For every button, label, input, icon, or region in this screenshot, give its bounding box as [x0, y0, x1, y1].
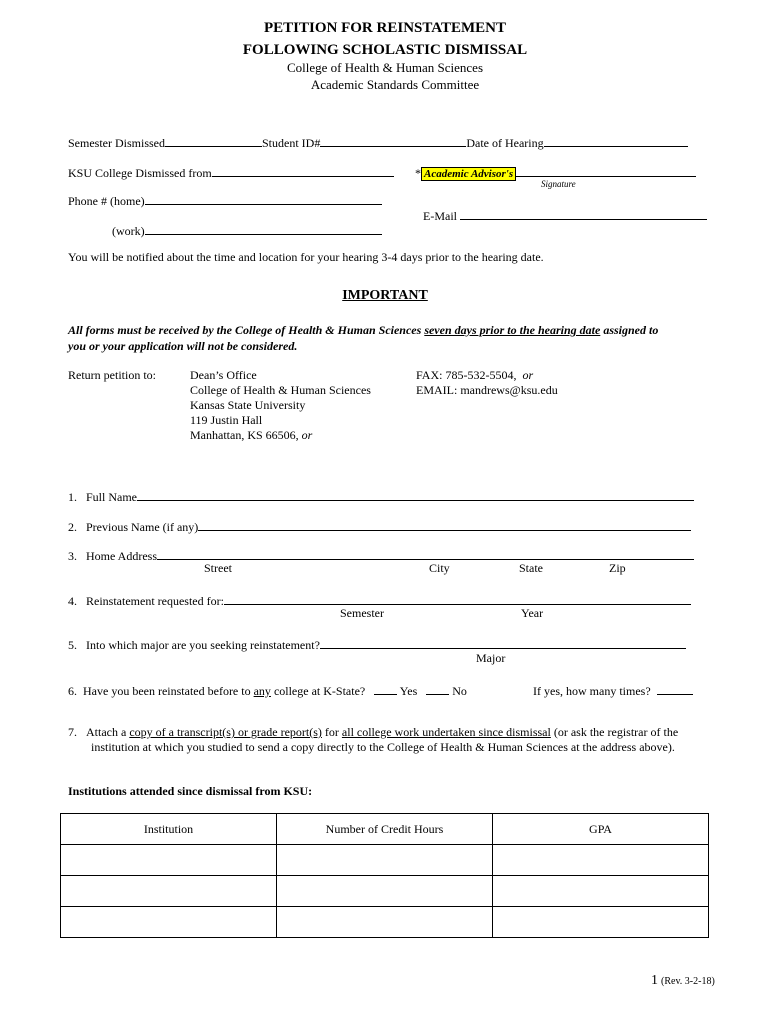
address-or: or — [301, 428, 313, 442]
q1-row — [68, 487, 694, 505]
street-caption: Street — [204, 561, 232, 575]
q6-label: Have you been reinstated before to — [83, 684, 254, 698]
table-header-row — [61, 814, 709, 845]
zip-caption: Zip — [609, 561, 626, 575]
student-id-field[interactable] — [320, 133, 466, 147]
ksu-college-label: KSU College Dismissed from — [68, 166, 212, 180]
advisor-asterisk: * — [415, 166, 421, 180]
address-city: Manhattan, KS 66506, — [190, 428, 299, 442]
credit-hours-cell[interactable] — [277, 907, 493, 938]
phone-home-field[interactable] — [145, 191, 382, 205]
gpa-cell[interactable] — [493, 907, 709, 938]
email-contact[interactable]: EMAIL: mandrews@ksu.edu — [416, 383, 558, 397]
fax-or: or — [522, 368, 534, 382]
phone-home-row — [68, 191, 382, 209]
q5-number: 5. — [68, 638, 77, 652]
form-subtitle: FOLLOWING SCHOLASTIC DISMISSAL — [242, 42, 528, 58]
q6-row — [68, 681, 467, 699]
q4-label: Reinstatement requested for: — [86, 594, 224, 608]
q7-row — [68, 725, 678, 740]
q5-label: Into which major are you seeking reinstatement? — [86, 638, 320, 652]
reinstatement-term-field[interactable] — [224, 591, 691, 605]
q7-text-c: (or ask the registrar of the — [550, 725, 679, 739]
q6-count-row — [533, 681, 693, 699]
ksu-college-field[interactable] — [212, 163, 394, 177]
address-line-5 — [190, 428, 312, 443]
q1-number: 1. — [68, 490, 77, 504]
address-line-2: College of Health & Human Sciences — [190, 383, 371, 397]
address-line-1: Dean’s Office — [190, 368, 257, 382]
address-line-3: Kansas State University — [190, 398, 306, 412]
date-of-hearing-label: Date of Hearing — [466, 136, 544, 150]
q7-since-dismissal: all college work undertaken since dismissal — [341, 725, 551, 739]
institutions-heading: Institutions attended since dismissal from KSU: — [68, 784, 313, 798]
phone-work-label: (work) — [112, 224, 145, 238]
institution-cell[interactable] — [61, 907, 277, 938]
important-text: All forms must be received by the College of Health & Human Sciences — [68, 323, 425, 337]
phone-home-label: Phone # (home) — [68, 194, 145, 208]
gpa-cell[interactable] — [493, 845, 709, 876]
q6-any: any — [253, 684, 271, 698]
yes-label: Yes — [399, 684, 418, 698]
important-line-2: you or your application will not be considered. — [68, 339, 298, 353]
institutions-table — [60, 813, 709, 938]
important-text-end: assigned to — [600, 323, 659, 337]
revision-date: (Rev. 3-2-18) — [661, 976, 715, 987]
semester-dismissed-field[interactable] — [165, 133, 262, 147]
table-row — [61, 876, 709, 907]
no-blank[interactable] — [426, 681, 449, 695]
date-of-hearing-field[interactable] — [544, 133, 688, 147]
q7-text-a: Attach a — [86, 725, 130, 739]
q6-label-end: college at K-State? — [270, 684, 366, 698]
home-address-field[interactable] — [157, 546, 694, 560]
how-many-field[interactable] — [657, 681, 693, 695]
q4-number: 4. — [68, 594, 77, 608]
how-many-label: If yes, how many times? — [533, 684, 651, 698]
credit-hours-cell[interactable] — [277, 845, 493, 876]
semester-caption: Semester — [340, 606, 384, 620]
q2-row — [68, 517, 691, 535]
form-title: PETITION FOR REINSTATEMENT — [264, 20, 506, 36]
no-label: No — [452, 684, 467, 698]
year-caption: Year — [521, 606, 544, 620]
ksu-college-row — [68, 163, 394, 181]
q2-label: Previous Name (if any) — [86, 520, 199, 534]
committee-name: Academic Standards Committee — [310, 77, 480, 92]
fax-line — [416, 368, 533, 383]
q7-transcript: copy of a transcript(s) or grade report(s) — [129, 725, 322, 739]
page-number: 1 — [651, 973, 658, 988]
gpa-header: GPA — [493, 814, 709, 845]
important-deadline: seven days prior to the hearing date — [424, 323, 601, 337]
semester-dismissed-row — [68, 133, 688, 151]
q6-number: 6. — [68, 684, 77, 698]
q7-text-b: for — [321, 725, 342, 739]
q3-number: 3. — [68, 549, 77, 563]
full-name-field[interactable] — [137, 487, 694, 501]
institution-header: Institution — [61, 814, 277, 845]
institution-cell[interactable] — [61, 845, 277, 876]
email-field[interactable] — [460, 206, 707, 220]
important-line-1 — [68, 323, 658, 338]
phone-work-row — [112, 221, 382, 239]
major-caption: Major — [476, 651, 506, 665]
student-id-label: Student ID# — [262, 136, 321, 150]
advisor-signature-field[interactable] — [516, 163, 696, 177]
page-footer — [651, 973, 715, 989]
return-label: Return petition to: — [68, 368, 156, 382]
q2-number: 2. — [68, 520, 77, 534]
q1-label: Full Name — [86, 490, 137, 504]
college-name: College of Health & Human Sciences — [286, 60, 484, 75]
table-row — [61, 845, 709, 876]
major-field[interactable] — [320, 635, 686, 649]
q3-row — [68, 546, 694, 564]
previous-name-field[interactable] — [198, 517, 691, 531]
q7-line-2: institution at which you studied to send a copy directly to the College of Health & Human Sciences at the address above). — [91, 740, 675, 754]
credit-hours-cell[interactable] — [277, 876, 493, 907]
advisor-label: Academic Advisor's — [421, 167, 516, 181]
important-heading: IMPORTANT — [342, 288, 428, 303]
credit-hours-header: Number of Credit Hours — [277, 814, 493, 845]
phone-work-field[interactable] — [145, 221, 382, 235]
semester-dismissed-label: Semester Dismissed — [68, 136, 165, 150]
email-row — [423, 206, 707, 224]
city-caption: City — [429, 561, 450, 575]
fax-number: FAX: 785-532-5504, — [416, 368, 517, 382]
email-label: E-Mail — [423, 209, 457, 223]
gpa-cell[interactable] — [493, 876, 709, 907]
q3-label: Home Address — [86, 549, 157, 563]
institution-cell[interactable] — [61, 876, 277, 907]
state-caption: State — [519, 561, 543, 575]
hearing-notice: You will be notified about the time and location for your hearing 3-4 days prior to the hearing date. — [68, 250, 544, 264]
yes-blank[interactable] — [374, 681, 397, 695]
table-row — [61, 907, 709, 938]
q7-number: 7. — [68, 725, 77, 739]
signature-caption: Signature — [541, 179, 576, 189]
address-line-4: 119 Justin Hall — [190, 413, 263, 427]
q5-row — [68, 635, 686, 653]
